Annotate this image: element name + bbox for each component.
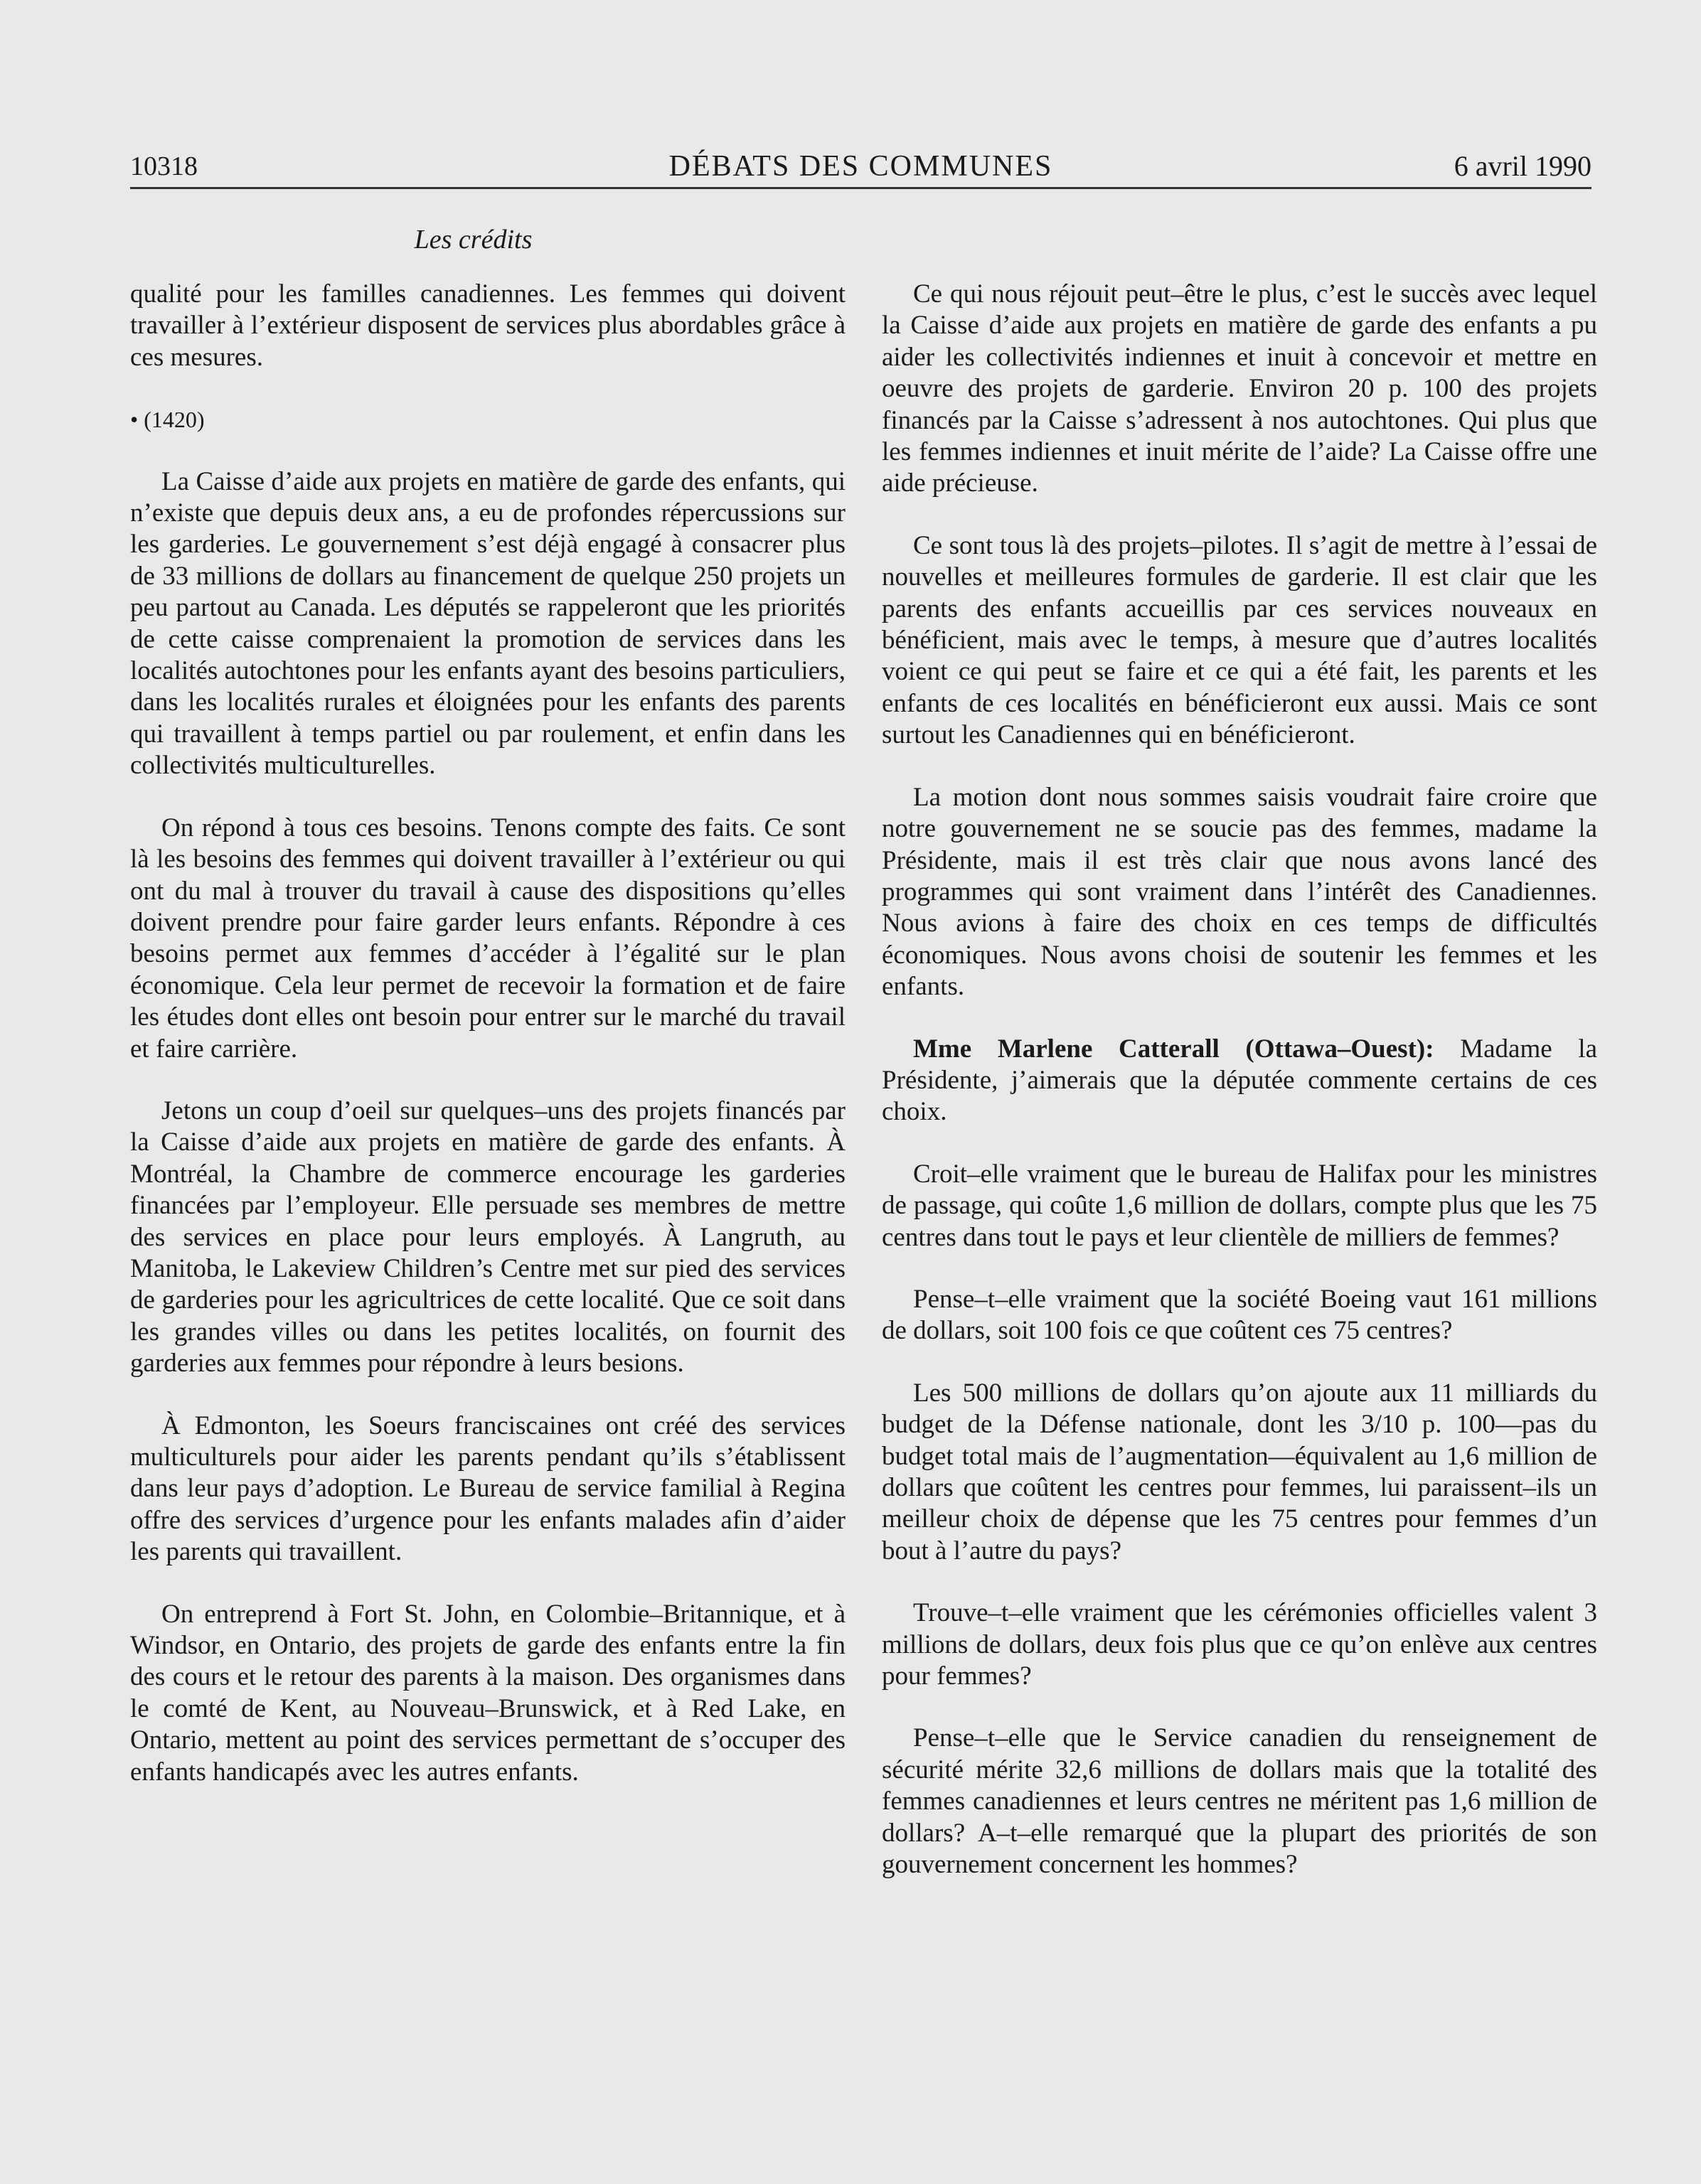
- paragraph: À Edmonton, les Soeurs franciscaines ont créé des services multiculturels pour aider les parents pendant qu’ils s’établissent dans leur pays d’adoption. Le Bureau de service familial à Regina offre des services d’urgence pour les enfants malades afin d’aider les parents qui travaillent.: [130, 1410, 846, 1567]
- publication-title: DÉBATS DES COMMUNES: [668, 150, 1053, 183]
- paragraph: On entreprend à Fort St. John, en Colombie–Britannique, et à Windsor, en Ontario, des projets de garde des enfants entre la fin des cours et le retour des parents à la maison. Des organismes dans le comté de Kent, au Nouveau–Brunswick, et à Red Lake, en Ontario, mettent au point des services permettant de s’occuper des enfants handicapés avec les autres enfants.: [130, 1599, 846, 1787]
- paragraph: Ce qui nous réjouit peut–être le plus, c’est le succès avec lequel la Caisse d’aide aux projets en matière de garde des enfants a pu aider les collectivités indiennes et inuit à concevoir et mettre en oeuvre des projets de garderie. Environ 20 p. 100 des projets financés par la Caisse s’adressent à nos autochtones. Qui plus que les femmes indiennes et inuit mérite de l’aide? La Caisse offre une aide précieuse.: [882, 279, 1597, 498]
- right-column: [882, 279, 1597, 1880]
- paragraph: Pense–t–elle vraiment que la société Boeing vaut 161 millions de dollars, soit 100 fois ce que coûtent ces 75 centres?: [882, 1284, 1597, 1346]
- paragraph: On répond à tous ces besoins. Tenons compte des faits. Ce sont là les besoins des femmes qui doivent travailler à l’extérieur ou qui ont du mal à trouver du travail à cause des dispositions qu’elles doivent prendre pour faire garder leurs enfants. Répondre à ces besoins permet aux femmes d’accéder à l’égalité sur le plan économique. Cela leur permet de recevoir la formation et de faire les études dont elles ont besoin pour entrer sur le marché du travail et faire carrière.: [130, 813, 846, 1064]
- page-header: [130, 146, 1591, 187]
- paragraph: La Caisse d’aide aux projets en matière de garde des enfants, qui n’existe que depuis deux ans, a eu de profondes répercussions sur les garderies. Le gouvernement s’est déjà engagé à consacrer plus de 33 millions de dollars au financement de quelque 250 projets un peu partout au Canada. Les députés se rappeleront que les priorités de cette caisse comprenaient la promotion de services dans les localités autochtones pour les enfants ayant des besoins particuliers, dans les localités rurales et éloignées pour les enfants des parents qui travaillent à temps partiel ou par roulement, et enfin dans les collectivités multiculturelles.: [130, 466, 846, 781]
- paragraph: qualité pour les familles canadiennes. Les femmes qui doivent travailler à l’extérieur disposent de services plus abordables grâce à ces mesures.: [130, 279, 846, 372]
- page-number: 10318: [130, 151, 198, 181]
- time-marker: • (1420): [130, 407, 205, 433]
- paragraph: La motion dont nous sommes saisis voudrait faire croire que notre gouvernement ne se soucie pas des femmes, madame la Présidente, mais il est très clair que nous avons lancé des programmes qui sont vraiment dans l’intérêt des Canadiennes. Nous avions à faire des choix en ces temps de difficultés économiques. Nous avons choisi de soutenir les femmes et les enfants.: [882, 782, 1597, 1002]
- section-title: Les crédits: [414, 225, 533, 255]
- left-column: [130, 279, 846, 1788]
- header-rule: [130, 187, 1591, 189]
- speaker-name: Mme Marlene Catterall (Ottawa–Ouest):: [913, 1034, 1434, 1064]
- paragraph: Ce sont tous là des projets–pilotes. Il s’agit de mettre à l’essai de nouvelles et meilleures formules de garderie. Il est clair que les parents des enfants accueillis par ces services nouveaux en bénéficient, mais avec le temps, à mesure que d’autres localités voient ce qui peut se faire et ce qui a été fait, les parents et les enfants de ces localités en bénéficieront eux aussi. Mais ce sont surtout les Canadiennes qui en bénéficieront.: [882, 530, 1597, 750]
- speaker-text: Madame la Présidente, j’aimerais que la députée commente certains de ces choix.: [882, 1034, 1598, 1127]
- paragraph: Les 500 millions de dollars qu’on ajoute aux 11 milliards du budget de la Défense nationale, dont les 3/10 p. 100—pas du budget total mais de l’augmentation—équivalent au 1,6 million de dollars que coûtent les centres pour femmes, lui paraissent–ils un meilleur choix de dépense que les 75 centres pour femmes d’un bout à l’autre du pays?: [882, 1378, 1597, 1565]
- publication-date: 6 avril 1990: [1454, 150, 1591, 182]
- paragraph: Trouve–t–elle vraiment que les cérémonies officielles valent 3 millions de dollars, deux fois plus que ce qu’on enlève aux centres pour femmes?: [882, 1598, 1597, 1691]
- paragraph: Jetons un coup d’oeil sur quelques–uns des projets financés par la Caisse d’aide aux projets en matière de garde des enfants. À Montréal, la Chambre de commerce encourage les garderies financées par l’employeur. Elle persuade ses membres de mettre des services en place pour leurs employés. À Langruth, au Manitoba, le Lakeview Children’s Centre met sur pied des services de garderies pour les agricultrices de cette localité. Que ce soit dans les grandes villes ou dans les petites localités, on fournit des garderies aux femmes pour répondre à leurs besions.: [130, 1096, 846, 1379]
- speaker-paragraph: [882, 1034, 1597, 1128]
- paragraph: Pense–t–elle que le Service canadien du renseignement de sécurité mérite 32,6 millions de dollars mais que la totalité des femmes canadiennes et leurs centres ne méritent pas 1,6 million de dollars? A–t–elle remarqué que la plupart des priorités de son gouvernement concernent les hommes?: [882, 1723, 1597, 1880]
- paragraph: Croit–elle vraiment que le bureau de Halifax pour les ministres de passage, qui coûte 1,6 million de dollars, compte plus que les 75 centres dans tout le pays et leur clientèle de milliers de femmes?: [882, 1159, 1597, 1252]
